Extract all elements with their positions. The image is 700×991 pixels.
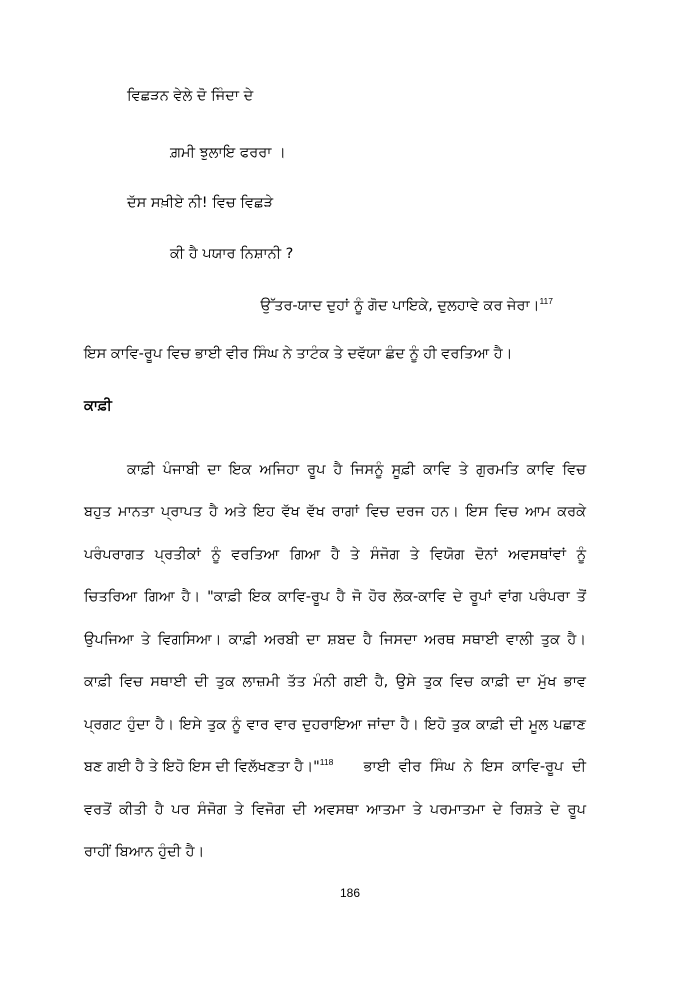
paragraph-line-10: ਰਾਹੀਂ ਬਿਆਨ ਹੁੰਦੀ ਹੈ। (84, 844, 205, 860)
paragraph-line-8-text: ਬਣ ਗਈ ਹੈ ਤੇ ਇਹੋ ਇਸ ਦੀ ਵਿਲੱਖਣਤਾ ਹੈ।" (84, 759, 320, 775)
paragraph-line-3: ਪਰੰਪਰਾਗਤ ਪ੍ਰਤੀਕਾਂ ਨੂੰ ਵਰਤਿਆ ਗਿਆ ਹੈ ਤੇ ਸੰਜੋਗ ਤੇ ਵਿਯੋਗ ਦੋਨਾਂ ਅਵਸਥਾਂਵਾਂ ਨੂੰ (84, 547, 586, 563)
paragraph-line-9: ਵਰਤੋਂ ਕੀਤੀ ਹੈ ਪਰ ਸੰਜੋਗ ਤੇ ਵਿਜੋਗ ਦੀ ਅਵਸਥਾ ਆਤਮਾ ਤੇ ਪਰਮਾਤਮਾ ਦੇ ਰਿਸ਼ਤੇ ਦੇ ਰੂਪ (84, 802, 586, 818)
paragraph-line-8-end: ਭਾਈ ਵੀਰ ਸਿੰਘ ਨੇ ਇਸ ਕਾਵਿ-ਰੂਪ ਦੀ (363, 759, 586, 775)
poem-line-3: ਦੱਸ ਸਖ਼ੀਏ ਨੀ! ਵਿਚ ਵਿਛੜੇ (127, 195, 274, 211)
section-heading: ਕਾਫ਼ੀ (84, 398, 112, 414)
poem-answer-text: ਉੱਤਰ-ਯਾਦ ਦੁਹਾਂ ਨੂੰ ਗੋਦ ਪਾਇਕੇ, ਦੁਲਹਾਵੇ ਕਰ ਜੇਰਾ। (260, 298, 540, 314)
summary-sentence: ਇਸ ਕਾਵਿ-ਰੂਪ ਵਿਚ ਭਾਈ ਵੀਰ ਸਿੰਘ ਨੇ ਤਾਟੰਕ ਤੇ ਦਵੱਯਾ ਛੰਦ ਨੂੰ ਹੀ ਵਰਤਿਆ ਹੈ। (84, 346, 513, 362)
poem-answer-line (260, 296, 553, 316)
poem-line-1: ਵਿਛੜਨ ਵੇਲੇ ਦੋ ਜਿੰਦਾ ਦੇ (127, 88, 254, 104)
paragraph-line-8 (84, 757, 586, 777)
paragraph-line-2: ਬਹੁਤ ਮਾਨਤਾ ਪ੍ਰਾਪਤ ਹੈ ਅਤੇ ਇਹ ਵੱਖ ਵੱਖ ਰਾਗਾਂ ਵਿਚ ਦਰਜ ਹਨ। ਇਸ ਵਿਚ ਆਮ ਕਰਕੇ (84, 504, 586, 520)
paragraph-line-5: ਉਪਜਿਆ ਤੇ ਵਿਗਸਿਆ। ਕਾਫ਼ੀ ਅਰਬੀ ਦਾ ਸ਼ਬਦ ਹੈ ਜਿਸਦਾ ਅਰਥ ਸਥਾਈ ਵਾਲੀ ਤੁਕ ਹੈ। (84, 632, 586, 648)
page-number: 186 (339, 886, 361, 900)
paragraph-line-7: ਪ੍ਰਗਟ ਹੁੰਦਾ ਹੈ। ਇਸੇ ਤੁਕ ਨੂੰ ਵਾਰ ਵਾਰ ਦੁਹਰਾਇਆ ਜਾਂਦਾ ਹੈ। ਇਹੋ ਤੁਕ ਕਾਫ਼ੀ ਦੀ ਮੂਲ ਪਛਾਣ (84, 717, 586, 733)
paragraph-line-1: ਕਾਫ਼ੀ ਪੰਜਾਬੀ ਦਾ ਇਕ ਅਜਿਹਾ ਰੂਪ ਹੈ ਜਿਸਨੂੰ ਸੂਫ਼ੀ ਕਾਵਿ ਤੇ ਗੁਰਮਤਿ ਕਾਵਿ ਵਿਚ (127, 462, 586, 478)
paragraph-line-6: ਕਾਫ਼ੀ ਵਿਚ ਸਥਾਈ ਦੀ ਤੁਕ ਲਾਜ਼ਮੀ ਤੱਤ ਮੰਨੀ ਗਈ ਹੈ, ਉਸੇ ਤੁਕ ਵਿਚ ਕਾਫ਼ੀ ਦਾ ਮੁੱਖ ਭਾਵ (84, 674, 586, 690)
footnote-ref-117: 117 (539, 296, 553, 307)
paragraph-line-4: ਚਿਤਰਿਆ ਗਿਆ ਹੈ। "ਕਾਫ਼ੀ ਇਕ ਕਾਵਿ-ਰੂਪ ਹੈ ਜੋ ਹੋਰ ਲੋਕ-ਕਾਵਿ ਦੇ ਰੂਪਾਂ ਵਾਂਗ ਪਰੰਪਰਾ ਤੋਂ (84, 589, 586, 605)
paragraph-line-8-start (84, 757, 333, 777)
poem-line-2: ਗ਼ਮੀ ਝੁਲਾਇ ਫਰਰਾ । (170, 145, 286, 161)
poem-line-4: ਕੀ ਹੈ ਪਯਾਰ ਨਿਸ਼ਾਨੀ ? (170, 246, 294, 262)
footnote-ref-118: 118 (319, 757, 334, 768)
